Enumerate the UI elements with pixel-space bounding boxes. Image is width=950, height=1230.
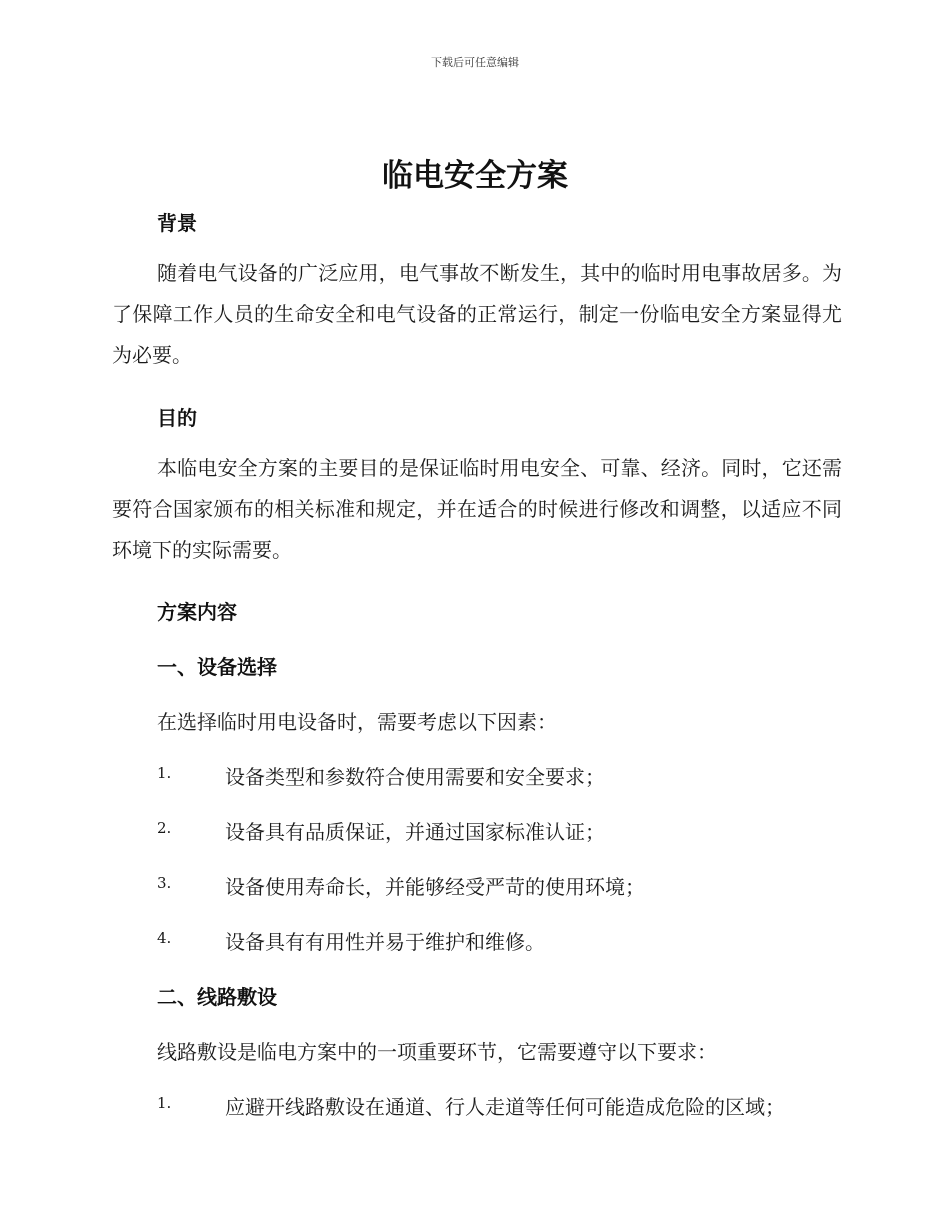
heading-wiring-layout: 二、线路敷设 (157, 985, 277, 1009)
heading-background: 背景 (157, 211, 197, 235)
equipment-intro: 在选择临时用电设备时，需要考虑以下因素： (157, 710, 557, 734)
document-title: 临电安全方案 (382, 158, 568, 194)
list-item-number: 1. (157, 1094, 172, 1112)
background-paragraph: 随着电气设备的广泛应用，电气事故不断发生，其中的临时用电事故居多。为了保障工作人员的生命安全和电气设备的正常运行，制定一份临电安全方案显得尤为必要。 (112, 261, 842, 367)
list-item-number: 4. (157, 929, 172, 947)
page-header-note: 下载后可任意编辑 (431, 56, 519, 69)
list-item-number: 1. (157, 764, 172, 782)
list-item-text: 设备类型和参数符合使用需要和安全要求； (225, 765, 605, 789)
heading-plan-content: 方案内容 (157, 600, 237, 624)
list-item-text: 设备具有有用性并易于维护和维修。 (225, 930, 545, 954)
list-item-text: 应避开线路敷设在通道、行人走道等任何可能造成危险的区域； (225, 1095, 785, 1119)
list-item-number: 2. (157, 819, 172, 837)
list-item-number: 3. (157, 874, 172, 892)
wiring-intro: 线路敷设是临电方案中的一项重要环节，它需要遵守以下要求： (157, 1040, 717, 1064)
list-item-text: 设备具有品质保证，并通过国家标准认证； (225, 820, 605, 844)
list-item-text: 设备使用寿命长，并能够经受严苛的使用环境； (225, 875, 645, 899)
heading-purpose: 目的 (157, 406, 197, 430)
purpose-paragraph: 本临电安全方案的主要目的是保证临时用电安全、可靠、经济。同时，它还需要符合国家颁布的相关标准和规定，并在适合的时候进行修改和调整，以适应不同环境下的实际需要。 (112, 456, 842, 562)
heading-equipment-selection: 一、设备选择 (157, 655, 277, 679)
